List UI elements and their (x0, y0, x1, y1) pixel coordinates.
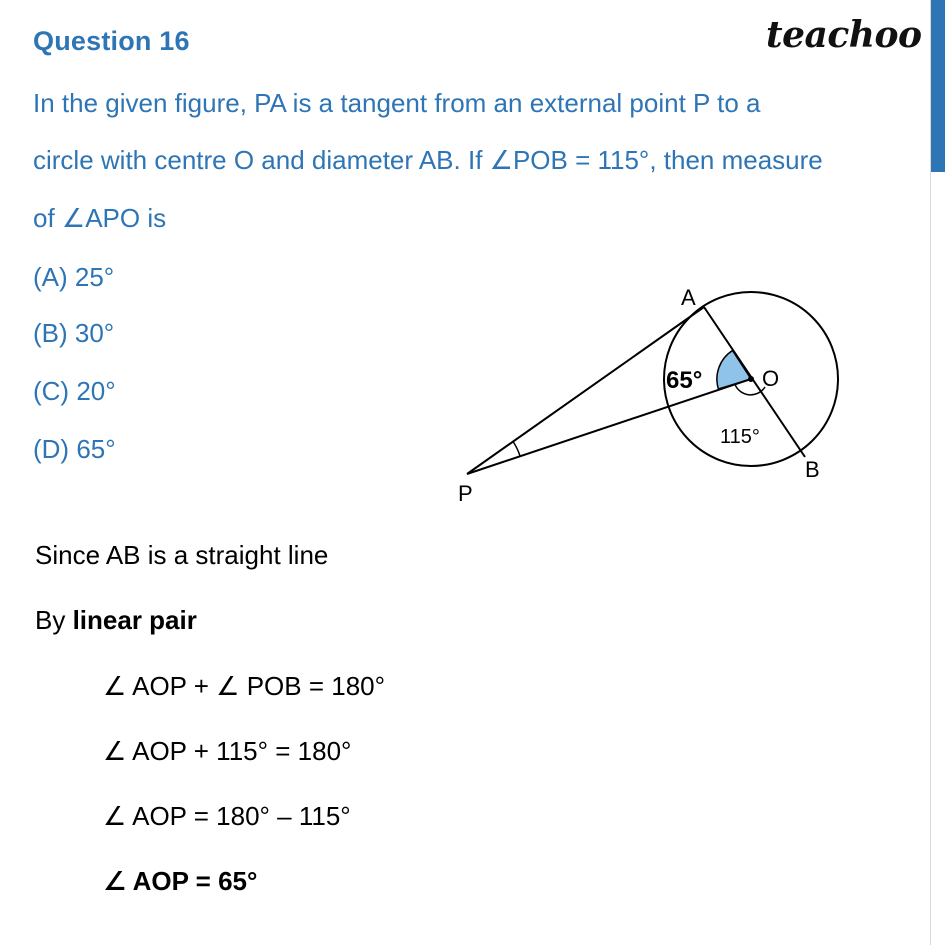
option-b: (B) 30° (33, 318, 115, 348)
line-po (467, 379, 751, 474)
question-text-line-2: circle with centre O and diameter AB. If ∠POB = 115°, then measure (33, 145, 823, 175)
step-3: ∠ AOP = 180° – 115° (103, 801, 351, 831)
label-b: B (805, 457, 820, 482)
linear-pair-term: linear pair (72, 605, 197, 635)
final-answer: ∠ AOP = 65° (103, 866, 258, 896)
solution-line-2-prefix: By (35, 605, 73, 635)
angle-apo-arc (513, 442, 520, 457)
question-text-line-3: of ∠APO is (33, 203, 167, 233)
tangent-circle-figure (450, 275, 850, 515)
step-2: ∠ AOP + 115° = 180° (103, 736, 352, 766)
question-text-line-1: In the given figure, PA is a tangent from an external point P to a (33, 88, 761, 118)
solution-line-1: Since AB is a straight line (35, 540, 329, 570)
angle-aop-label: 65° (666, 367, 703, 394)
label-p: P (458, 481, 473, 506)
angle-pob-label: 115° (720, 426, 760, 448)
label-a: A (681, 285, 696, 310)
option-a: (A) 25° (33, 262, 115, 292)
label-o: O (762, 366, 780, 391)
teachoo-logo: teachoo (766, 14, 922, 56)
scrollbar-thumb[interactable] (931, 0, 945, 172)
step-1: ∠ AOP + ∠ POB = 180° (103, 671, 386, 701)
question-title: Question 16 (33, 26, 190, 56)
option-c: (C) 20° (33, 376, 116, 406)
center-point (748, 376, 754, 382)
option-d: (D) 65° (33, 434, 116, 464)
solution-line-2 (35, 605, 197, 636)
